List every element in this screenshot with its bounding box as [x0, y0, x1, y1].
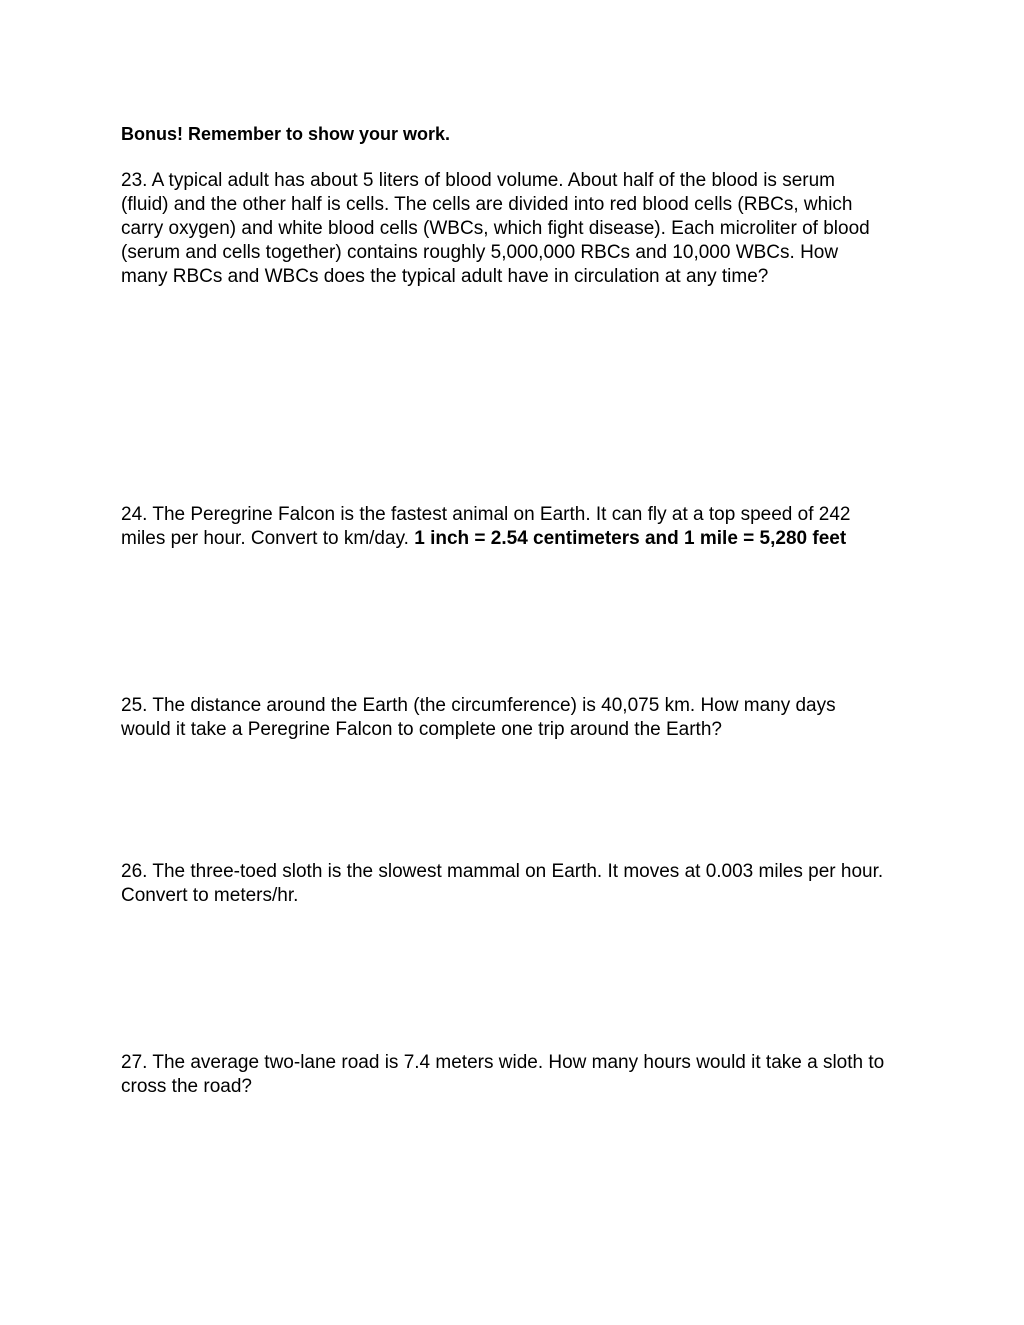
question-25 — [121, 694, 941, 742]
question-23 — [121, 169, 941, 289]
question-line: carry oxygen) and white blood cells (WBCs, which fight disease). Each microliter of blood — [121, 218, 870, 239]
question-line: (serum and cells together) contains roughly 5,000,000 RBCs and 10,000 WBCs. How — [121, 242, 839, 263]
question-line: 27. The average two-lane road is 7.4 meters wide. How many hours would it take a sloth to — [121, 1052, 885, 1073]
question-line: Convert to meters/hr. — [121, 885, 299, 906]
question-text — [121, 169, 941, 289]
question-line: 23. A typical adult has about 5 liters of blood volume. About half of the blood is serum — [121, 170, 836, 191]
question-text — [121, 503, 941, 551]
question-line: 26. The three-toed sloth is the slowest mammal on Earth. It moves at 0.003 miles per hour. — [121, 861, 884, 882]
bonus-heading: Bonus! Remember to show your work. — [121, 124, 451, 144]
question-text — [121, 860, 941, 908]
question-text — [121, 694, 941, 742]
question-line: would it take a Peregrine Falcon to complete one trip around the Earth? — [121, 719, 722, 740]
question-line: 25. The distance around the Earth (the circumference) is 40,075 km. How many days — [121, 695, 836, 716]
conversion-note: 1 inch = 2.54 centimeters and 1 mile = 5,280 feet — [414, 528, 847, 549]
question-line: many RBCs and WBCs does the typical adult have in circulation at any time? — [121, 266, 769, 287]
question-line: cross the road? — [121, 1076, 252, 1097]
question-26 — [121, 860, 941, 908]
question-line — [121, 527, 941, 551]
question-line: 24. The Peregrine Falcon is the fastest animal on Earth. It can fly at a top speed of 242 — [121, 504, 851, 525]
question-24 — [121, 503, 941, 551]
question-text — [121, 1051, 941, 1099]
question-line: (fluid) and the other half is cells. The cells are divided into red blood cells (RBCs, which — [121, 194, 853, 215]
question-line-text: miles per hour. Convert to km/day. — [121, 528, 409, 549]
question-27 — [121, 1051, 941, 1099]
